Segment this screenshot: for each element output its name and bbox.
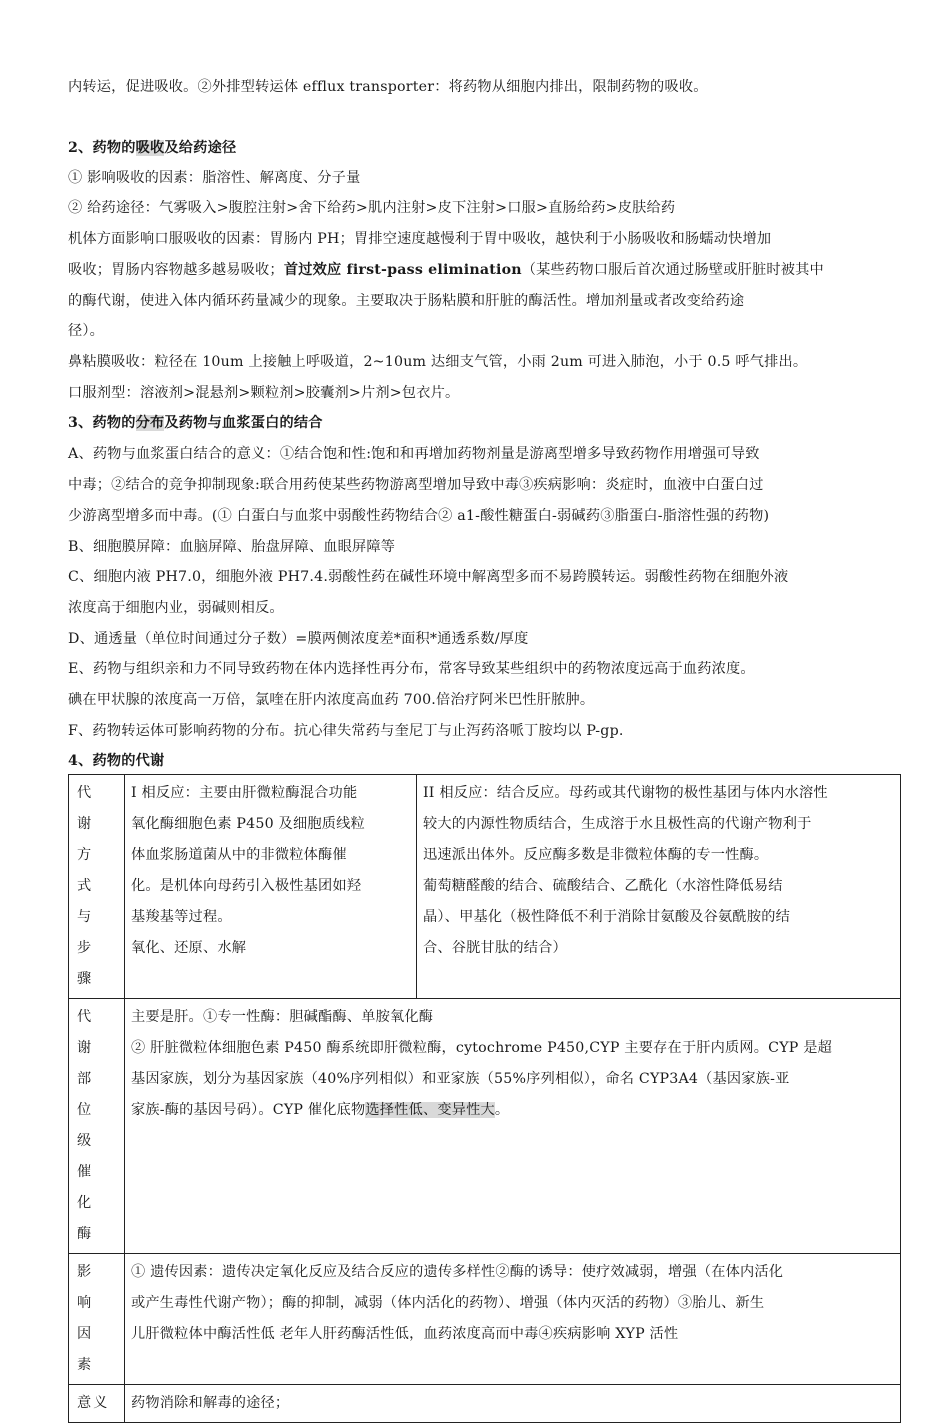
section-heading-distribution: 3、药物的分布及药物与血浆蛋白的结合 xyxy=(68,415,323,431)
text-line: 少游离型增多而中毒。(① 白蛋白与血浆中弱酸性药物结合② a1-酸性糖蛋白-弱碱药③脂蛋白-脂溶性强的药物) xyxy=(68,508,770,524)
table-row xyxy=(69,999,901,1254)
row-label: 影响因素 xyxy=(69,1254,125,1385)
text-line: E、药物与组织亲和力不同导致药物在体内选择性再分布，常客导致某些组织中的药物浓度远高于血药浓度。 xyxy=(68,661,755,677)
highlight: 吸收 xyxy=(135,140,165,156)
text-line: C、细胞内液 PH7.0，细胞外液 PH7.4.弱酸性药在碱性环境中解离型多而不易跨膜转运。弱酸性药物在细胞外液 xyxy=(68,569,789,585)
text-line: F、药物转运体可影响药物的分布。抗心律失常药与奎尼丁与止泻药洛哌丁胺均以 P-gp. xyxy=(68,723,624,739)
text-line: ② 给药途径：气雾吸入>腹腔注射>舍下给药>肌内注射>皮下注射>口服>直肠给药>皮肤给药 xyxy=(68,200,676,216)
table-cell: 药物消除和解毒的途径； xyxy=(125,1385,901,1423)
text-line: D、通透量（单位时间通过分子数）=膜两侧浓度差*面积*通透系数/厚度 xyxy=(68,631,529,647)
table-cell: 主要是肝。①专一性酶：胆碱酯酶、单胺氧化酶 ② 肝脏微粒体细胞色素 P450 酶系统即肝微粒酶，cytochrome P450,CYP 主要存在于肝内质网。CYP 是超 基因家族，划分为基因家族（40%序列相似）和亚家族（55%序列相似），命名 CYP3A4（基因家族-亚 家族-酶的基因号码）。CYP 催化底物选择性低、变异性大。 xyxy=(125,999,901,1254)
row-label: 意义 xyxy=(69,1385,125,1423)
text-line: 浓度高于细胞内业，弱碱则相反。 xyxy=(68,600,284,616)
table-cell-phase-2: II 相反应：结合反应。母药或其代谢物的极性基团与体内水溶性 较大的内源性物质结合，生成溶于水且极性高的代谢产物利于 迅速派出体外。反应酶多数是非微粒体酶的专一性酶。 葡萄糖醛酸的结合、硫酸结合、乙酰化（水溶性降低易结 晶）、甲基化（极性降低不利于消除甘氨酸及谷氨酰胺的结 合、谷胱甘肽的结合） xyxy=(417,775,901,999)
row-label: 代谢方式与步骤 xyxy=(69,775,125,999)
table-cell: ① 遗传因素：遗传决定氧化反应及结合反应的遗传多样性②酶的诱导：使疗效减弱，增强（在体内活化 或产生毒性代谢产物）；酶的抑制，减弱（体内活化的药物）、增强（体内灭活的药物）③胎儿、新生 儿肝微粒体中酶活性低 老年人肝药酶活性低，血药浓度高而中毒④疾病影响 XYP 活性 xyxy=(125,1254,901,1385)
text-line: 内转运，促进吸收。②外排型转运体 efflux transporter：将药物从细胞内排出，限制药物的吸收。 xyxy=(68,79,708,95)
text-line: ① 影响吸收的因素：脂溶性、解离度、分子量 xyxy=(68,170,361,186)
text-line: 的酶代谢，使进入体内循环药量减少的现象。主要取决于肠粘膜和肝脏的酶活性。增加剂量或者改变给药途 xyxy=(68,293,745,309)
table-row xyxy=(69,1254,901,1385)
text-line: 径）。 xyxy=(68,323,105,339)
row-label: 代谢部位级催化酶 xyxy=(69,999,125,1254)
text-line: 碘在甲状腺的浓度高一万倍，氯喹在肝内浓度高血药 700.倍治疗阿米巴性肝脓肿。 xyxy=(68,692,595,708)
text-line: 鼻粘膜吸收：粒径在 10um 上接触上呼吸道，2~10um 达细支气管，小雨 2um 可进入肺泡，小于 0.5 呼气排出。 xyxy=(68,354,808,370)
table-cell-phase-1: I 相反应：主要由肝微粒酶混合功能 氧化酶细胞色素 P450 及细胞质线粒 体血浆肠道菌从中的非微粒体酶催 化。是机体向母药引入极性基团如羟 基羧基等过程。 氧化、还原、水解 xyxy=(125,775,417,999)
section-heading-absorption: 2、药物的吸收及给药途径 xyxy=(68,140,237,156)
text-line: 机体方面影响口服吸收的因素：胃肠内 PH；胃排空速度越慢利于胃中吸收，越快利于小肠吸收和肠蠕动快增加 xyxy=(68,231,772,247)
section-heading-metabolism: 4、药物的代谢 xyxy=(68,753,165,769)
text-line: A、药物与血浆蛋白结合的意义：①结合饱和性:饱和和再增加药物剂量是游离型增多导致药物作用增强可导致 xyxy=(68,446,760,462)
highlight: 选择性低、变异性大 xyxy=(365,1102,495,1118)
text-line: 吸收；胃肠内容物越多越易吸收；首过效应 first-pass elimination（某些药物口服后首次通过肠壁或肝脏时被其中 xyxy=(68,262,824,278)
table-row xyxy=(69,1385,901,1423)
text-line: B、细胞膜屏障：血脑屏障、胎盘屏障、血眼屏障等 xyxy=(68,539,396,555)
text-line: 口服剂型：溶液剂>混悬剂>颗粒剂>胶囊剂>片剂>包衣片。 xyxy=(68,385,460,401)
metabolism-table xyxy=(68,774,901,1423)
bold-term: 首过效应 first-pass elimination xyxy=(283,262,522,278)
highlight: 分布 xyxy=(135,415,165,431)
text-line: 中毒；②结合的竞争抑制现象:联合用药使某些药物游离型增加导致中毒③疾病影响：炎症时，血液中白蛋白过 xyxy=(68,477,764,493)
table-row xyxy=(69,775,901,999)
